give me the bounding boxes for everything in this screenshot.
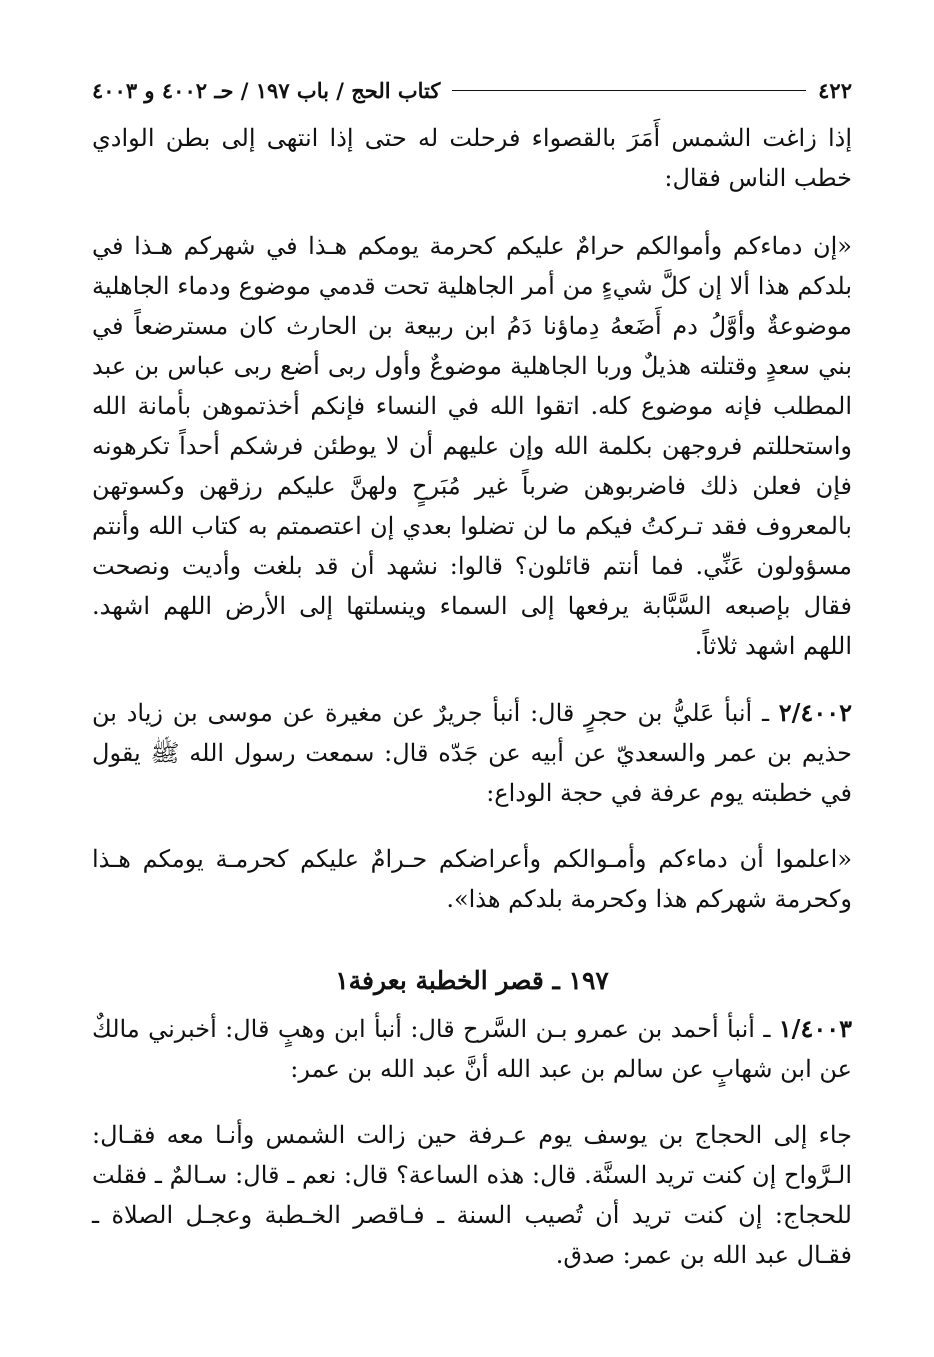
hadith-4002-chain [92,693,852,813]
running-title: كتاب الحج / باب ١٩٧ / حـ ٤٠٠٢ و ٤٠٠٣ [92,77,441,103]
intro-paragraph: إذا زاغت الشمس أَمَرَ بالقصواء فرحلت له حتى إذا انتهى إلى بطن الوادي خطب الناس فقال: [92,124,852,192]
chapter-heading: ١٩٧ ـ قصر الخطبة بعرفة١ [335,966,609,995]
hadith-4003-chain [92,1009,852,1089]
hadith-4003-text: جاء إلى الحجاج بن يوسف يوم عـرفة حين زالت الشمس وأنـا معه فقـال: الـرَّواح إن كنت تريد السنَّة. قال: هذه الساعة؟ قال: نعم ـ قال: سـالمٌ ـ فقلت للحجاج: إن كنت تريد أن تُصيب السنة ـ فـاقصر الخـطبة وعجـل الصلاة ـ فقـال عبد الله بن عمر: صدق. [92,1121,853,1269]
hadith-number: ٢/٤٠٠٢ [778,698,852,727]
hadith-4002-text: «اعلموا أن دماءكم وأمـوالكم وأعراضكم حـرامٌ عليكم كحرمـة يومكم هـذا وكحرمة شهركم هذا وكحرمة بلدكم هذا». [92,845,852,913]
page-number: ٤٢٢ [818,77,852,103]
sermon-paragraph: «إن دماءكم وأموالكم حرامٌ عليكم كحرمة يومكم هـذا في شهركم هـذا في بلدكم هذا ألا إن كلَّ شيءٍ من أمر الجاهلية تحت قدمي موضوع ودماء الجاهلية موضوعةٌ وأوَّلُ دم أَضَعهُ دِماؤنا دَمُ ابن ربيعة بن الحارث كان مسترضعاً في بني سعدٍ وقتلته هذيلٌ وربا الجاهلية موضوعٌ وأول ربى أضع ربى عباس بن عبد المطلب فإنه موضوع كله. اتقوا الله في النساء فإنكم أخذتموهن بأمانة الله واستحللتم فروجهن بكلمة الله وإن عليهم أن لا يوطئن فرشكم أحداً تكرهونه فإن فعلن ذلك فاضربوهن ضرباً غير مُبَرحٍ ولهنَّ عليكم رزقهن وكسوتهن بالمعروف فقد تـركتُ فيكم ما لن تضلوا بعدي إن اعتصمتم به كتاب الله وأنتم مسؤولون عَنِّي. فما أنتم قائلون؟ قالوا: نشهد أن قد بلغت وأديت ونصحت فقال بإصبعه السَّبَّابة يرفعها إلى السماء وينسلتها إلى الأرض اللهم اشهد. اللهم اشهد ثلاثاً. [92,232,852,660]
isnad-text: ـ أنبأ أحمد بن عمرو بـن السَّرح قال: أنبأ ابن وهبٍ قال: أخبرني مالكٌ عن ابن شهابٍ عن سالم بن عبد الله أنَّ عبد الله بن عمر: [92,1015,852,1083]
isnad-text: ـ أنبأ عَليُّ بن حجرٍ قال: أنبأ جريرٌ عن مغيرة عن موسى بن زياد بن حذيم بن عمر والسعديّ عن أبيه عن جَدّه قال: سمعت رسول الله ﷺ يقول في خطبته يوم عرفة في حجة الوداع: [92,699,852,807]
page-header [92,70,852,110]
book-page [92,70,852,1275]
hadith-number: ١/٤٠٠٣ [778,1014,852,1043]
header-rule [452,90,806,91]
